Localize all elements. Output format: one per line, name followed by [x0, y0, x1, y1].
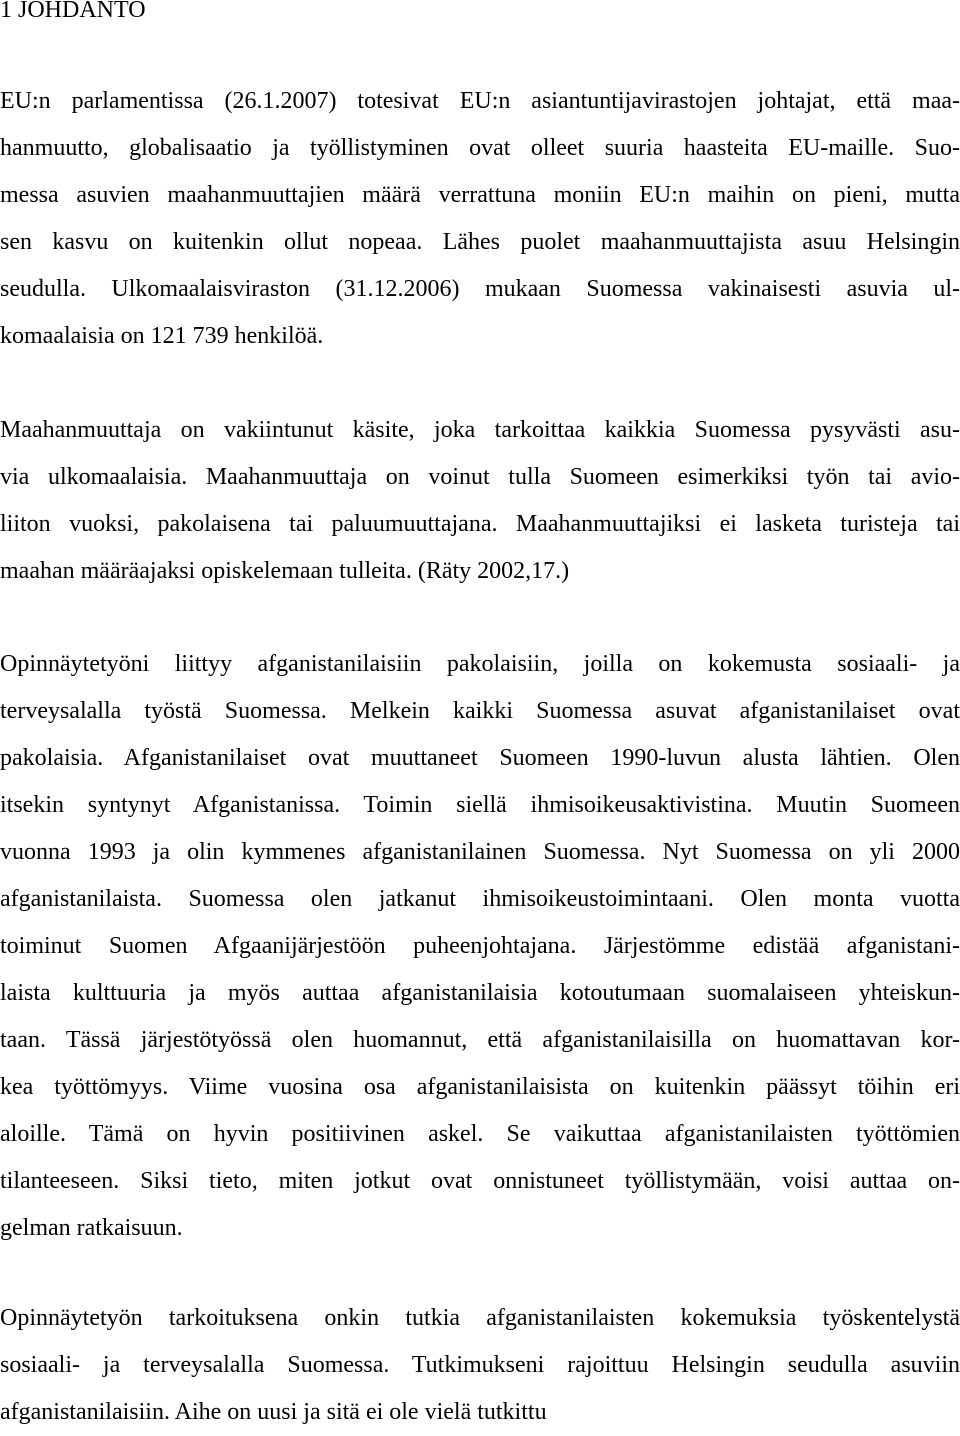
text-line: toiminut Suomen Afgaanijärjestöön puheenjohtajana. Järjestömme edistää afganistani-	[0, 933, 960, 959]
text-line: via ulkomaalaisia. Maahanmuuttaja on voinut tulla Suomeen esimerkiksi työn tai avio-	[0, 464, 960, 490]
text-line: Opinnäytetyön tarkoituksena onkin tutkia afganistanilaisten kokemuksia työskentelystä	[0, 1305, 960, 1331]
paragraph-1	[0, 78, 960, 360]
paragraph-4	[0, 1295, 960, 1436]
paragraph-2	[0, 407, 960, 595]
text-line: sen kasvu on kuitenkin ollut nopeaa. Lähes puolet maahanmuuttajista asuu Helsingin	[0, 229, 960, 255]
text-line: taan. Tässä järjestötyössä olen huomannut, että afganistanilaisilla on huomattavan kor-	[0, 1027, 960, 1053]
text-line: hanmuutto, globalisaatio ja työllistyminen ovat olleet suuria haasteita EU-maille. Suo-	[0, 135, 960, 161]
text-line: aloille. Tämä on hyvin positiivinen askel. Se vaikuttaa afganistanilaisten työttömien	[0, 1121, 960, 1147]
text-line: sosiaali- ja terveysalalla Suomessa. Tutkimukseni rajoittuu Helsingin seudulla asuviin	[0, 1352, 960, 1378]
text-line: Opinnäytetyöni liittyy afganistanilaisiin pakolaisiin, joilla on kokemusta sosiaali- ja	[0, 651, 960, 677]
text-line: afganistanilaista. Suomessa olen jatkanut ihmisoikeustoimintaani. Olen monta vuotta	[0, 886, 960, 912]
text-line: gelman ratkaisuun.	[0, 1215, 183, 1241]
paragraph-3	[0, 641, 960, 1252]
text-line: messa asuvien maahanmuuttajien määrä verrattuna moniin EU:n maihin on pieni, mutta	[0, 182, 960, 208]
text-line: itsekin syntynyt Afganistanissa. Toimin siellä ihmisoikeusaktivistina. Muutin Suomeen	[0, 792, 960, 818]
text-line: vuonna 1993 ja olin kymmenes afganistanilainen Suomessa. Nyt Suomessa on yli 2000	[0, 839, 960, 865]
text-line: Maahanmuuttaja on vakiintunut käsite, joka tarkoittaa kaikkia Suomessa pysyvästi asu-	[0, 417, 960, 443]
text-line: terveysalalla työstä Suomessa. Melkein kaikki Suomessa asuvat afganistanilaiset ovat	[0, 698, 960, 724]
chapter-heading: 1 JOHDANTO	[0, 0, 146, 23]
text-line: pakolaisia. Afganistanilaiset ovat muuttaneet Suomeen 1990-luvun alusta lähtien. Olen	[0, 745, 960, 771]
text-line: EU:n parlamentissa (26.1.2007) totesivat EU:n asiantuntijavirastojen johtajat, että maa-	[0, 88, 960, 114]
text-line: tilanteeseen. Siksi tieto, miten jotkut ovat onnistuneet työllistymään, voisi auttaa on-	[0, 1168, 960, 1194]
text-line: kea työttömyys. Viime vuosina osa afganistanilaisista on kuitenkin päässyt töihin eri	[0, 1074, 960, 1100]
text-line: laista kulttuuria ja myös auttaa afganistanilaisia kotoutumaan suomalaiseen yhteiskun-	[0, 980, 960, 1006]
text-line: seudulla. Ulkomaalaisviraston (31.12.2006) mukaan Suomessa vakinaisesti asuvia ul-	[0, 276, 960, 302]
text-line: komaalaisia on 121 739 henkilöä.	[0, 323, 324, 349]
text-line: liiton vuoksi, pakolaisena tai paluumuuttajana. Maahanmuuttajiksi ei lasketa turisteja tai	[0, 511, 960, 537]
text-line: afganistanilaisiin. Aihe on uusi ja sitä ei ole vielä tutkittu	[0, 1399, 547, 1425]
text-line: maahan määräajaksi opiskelemaan tulleita. (Räty 2002,17.)	[0, 558, 570, 584]
